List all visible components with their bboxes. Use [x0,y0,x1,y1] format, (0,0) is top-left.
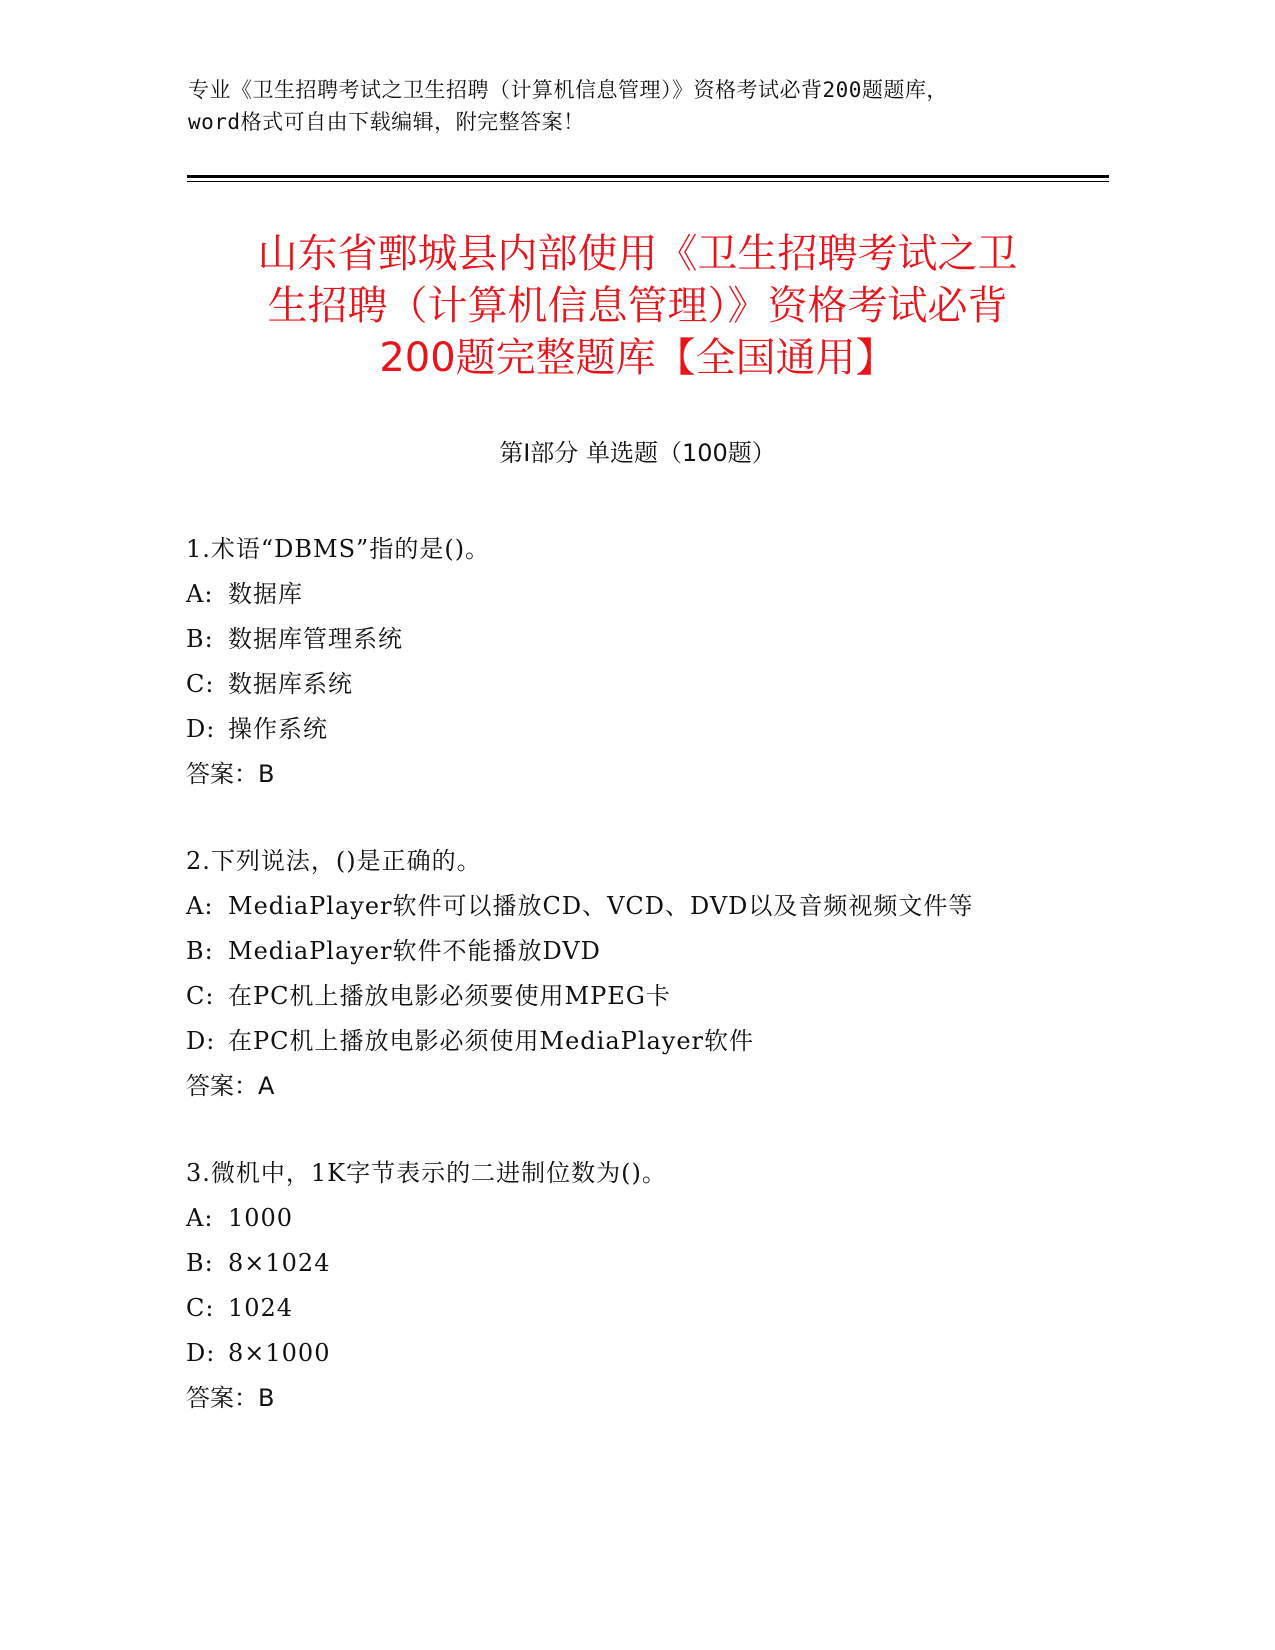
option-c [186,974,1086,1019]
option-text: 8×1024 [228,1249,331,1277]
option-text: 数据库 [228,580,303,608]
option-text: MediaPlayer软件不能播放DVD [228,937,601,965]
question-list [186,527,1086,1463]
option-letter: A: [186,580,214,608]
option-c [186,662,1086,707]
question-3 [186,1151,1086,1421]
header-divider-thick [187,175,1109,178]
option-b [186,617,1086,662]
option-letter: D: [186,715,216,743]
question-2 [186,839,1086,1109]
option-a [186,1196,1086,1241]
option-text: MediaPlayer软件可以播放CD、VCD、DVD以及音频视频文件等 [228,892,974,920]
option-letter: B: [186,937,214,965]
option-text: 数据库系统 [228,670,353,698]
option-d [186,1019,1086,1064]
header-note-line-2: word格式可自由下载编辑，附完整答案！ [188,110,585,134]
title-line-1: 山东省鄄城县内部使用《卫生招聘考试之卫 [257,231,1018,277]
option-a [186,572,1086,617]
option-text: 1024 [228,1294,294,1322]
option-b [186,1241,1086,1286]
option-letter: C: [186,1294,215,1322]
option-letter: B: [186,625,214,653]
header-note [188,74,1108,138]
option-letter: C: [186,670,215,698]
option-text: 8×1000 [228,1339,331,1367]
option-text: 数据库管理系统 [228,625,403,653]
option-a [186,884,1086,929]
option-letter: D: [186,1339,216,1367]
answer-line: 答案：B [186,1384,275,1412]
header-note-line-1: 专业《卫生招聘考试之卫生招聘（计算机信息管理）》资格考试必背200题题库， [188,78,948,102]
question-1 [186,527,1086,797]
option-text: 1000 [228,1204,294,1232]
question-stem: 3.微机中，1K字节表示的二进制位数为()。 [186,1159,667,1187]
answer-line: 答案：B [186,760,275,788]
title-line-2: 生招聘（计算机信息管理）》资格考试必背 [267,283,1008,329]
option-text: 在PC机上播放电影必须使用MediaPlayer软件 [228,1027,755,1055]
title-line-3: 200题完整题库【全国通用】 [379,335,896,381]
header-divider-thin [187,181,1109,182]
option-b [186,929,1086,974]
option-letter: D: [186,1027,216,1055]
document-title [150,228,1125,384]
option-letter: C: [186,982,215,1010]
option-letter: B: [186,1249,214,1277]
option-text: 在PC机上播放电影必须要使用MPEG卡 [228,982,671,1010]
question-stem: 1.术语“DBMS”指的是()。 [186,535,491,563]
option-text: 操作系统 [228,715,328,743]
question-stem: 2.下列说法，()是正确的。 [186,847,482,875]
option-d [186,707,1086,752]
option-c [186,1286,1086,1331]
option-letter: A: [186,1204,214,1232]
option-letter: A: [186,892,214,920]
option-d [186,1331,1086,1376]
answer-line: 答案：A [186,1072,275,1100]
section-heading: 第Ⅰ部分 单选题（100题） [499,439,776,467]
